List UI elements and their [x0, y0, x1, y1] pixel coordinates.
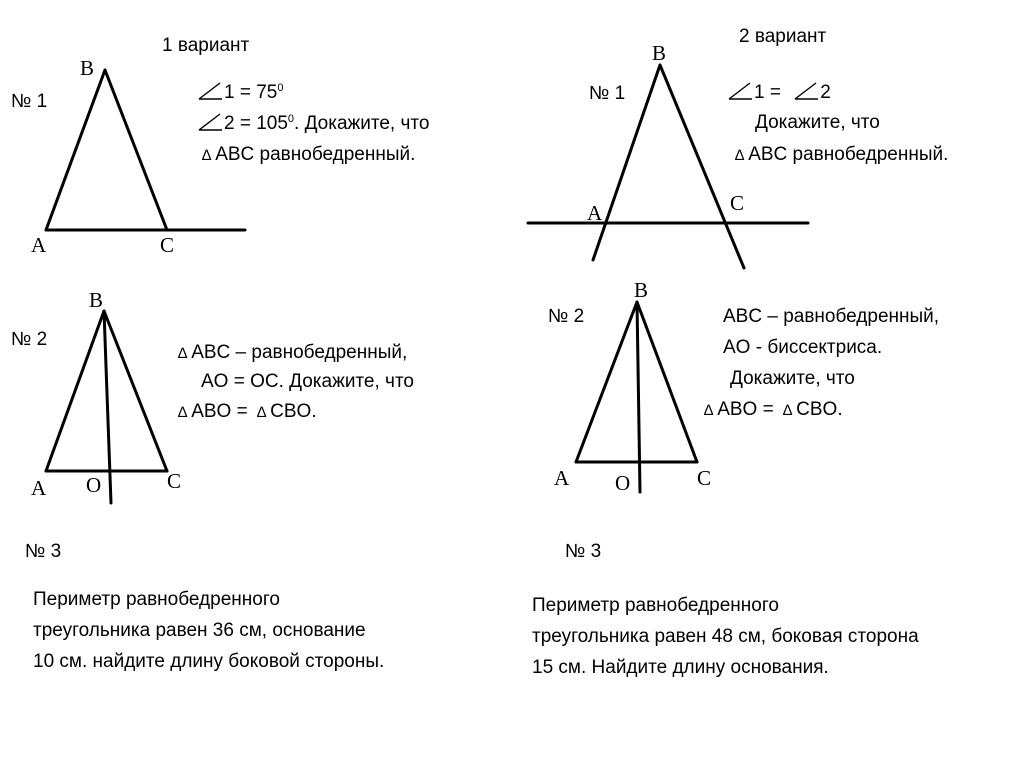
v1-task2-line2: AO = OC. Докажите, что	[201, 371, 414, 392]
v2-task2-number: № 2	[548, 306, 585, 327]
v1-task1-line1: $1 = 75^0$	[198, 80, 283, 105]
v1-task2-label-c: C	[167, 469, 182, 493]
triangle-icon: ∆	[704, 402, 714, 419]
angle-icon	[728, 80, 754, 100]
v1-task1-line2: $2 = 105^0$. Докажите, что	[198, 111, 429, 136]
v2-task2-figure	[576, 302, 697, 495]
v1-task2-number: № 2	[11, 329, 48, 350]
v1-task3-number: № 3	[25, 541, 62, 562]
v2-task2-label-a: A	[554, 466, 570, 490]
triangle-icon: ∆	[202, 147, 212, 164]
v2-task1-label-a: A	[587, 201, 603, 225]
angle-icon	[794, 80, 820, 100]
angle-icon	[198, 80, 224, 100]
v2-task3-line2: треугольника равен 48 см, боковая сторона	[532, 626, 919, 647]
v2-task2-label-b: B	[634, 278, 649, 302]
v2-task2-line4: ∆ ABO = ∆ CBO.	[704, 398, 843, 423]
v2-task3-line1: Периметр равнобедренного	[532, 595, 779, 616]
triangle-icon: ∆	[256, 404, 267, 421]
v1-task2-figure	[46, 311, 167, 503]
v1-task1-label-b: B	[80, 56, 95, 80]
v2-task1-label-c: C	[730, 191, 745, 215]
v2-task2-label-o: O	[615, 471, 631, 495]
v2-task2-line1: ABC – равнобедренный,	[723, 306, 940, 327]
v2-task1-number: № 1	[589, 83, 626, 104]
v1-task2-label-a: A	[31, 476, 47, 500]
v2-task3-line3: 15 см. Найдите длину основания.	[532, 657, 829, 678]
triangle-icon: ∆	[178, 404, 188, 421]
v1-task1-label-a: A	[31, 233, 47, 257]
v1-title: 1 вариант	[162, 35, 250, 56]
v1-task2-label-b: B	[89, 288, 104, 312]
v2-task1-line3: ∆ ABC равнобедренный.	[735, 143, 948, 168]
triangle-icon: ∆	[782, 402, 793, 419]
v1-task2-label-o: O	[86, 473, 102, 497]
v1-task1-line3: ∆ ABC равнобедренный.	[202, 143, 415, 168]
v1-task1-label-c: C	[160, 233, 175, 257]
v2-task1-line1: 1 = 2	[728, 80, 831, 105]
v2-task2-line2: AO - биссектриса.	[723, 337, 883, 358]
v1-task3-line3: 10 см. найдите длину боковой стороны.	[33, 651, 385, 672]
v2-task2-label-c: C	[697, 466, 712, 490]
v2-title: 2 вариант	[739, 26, 827, 47]
v1-task3-line1: Периметр равнобедренного	[33, 589, 280, 610]
v2-task1-label-b: B	[652, 41, 667, 65]
triangle-icon: ∆	[178, 345, 188, 362]
v2-task3-number: № 3	[565, 541, 602, 562]
triangle-icon: ∆	[735, 147, 745, 164]
v2-task1-line2: Докажите, что	[755, 112, 880, 133]
v1-task2-line1: ∆ ABC – равнобедренный,	[178, 341, 407, 366]
v1-task2-line3: ∆ ABO = ∆ CBO.	[178, 400, 317, 425]
v1-task1-number: № 1	[11, 91, 48, 112]
v2-task2-line3: Докажите, что	[730, 368, 855, 389]
angle-icon	[198, 111, 224, 131]
v1-task3-line2: треугольника равен 36 см, основание	[33, 620, 366, 641]
